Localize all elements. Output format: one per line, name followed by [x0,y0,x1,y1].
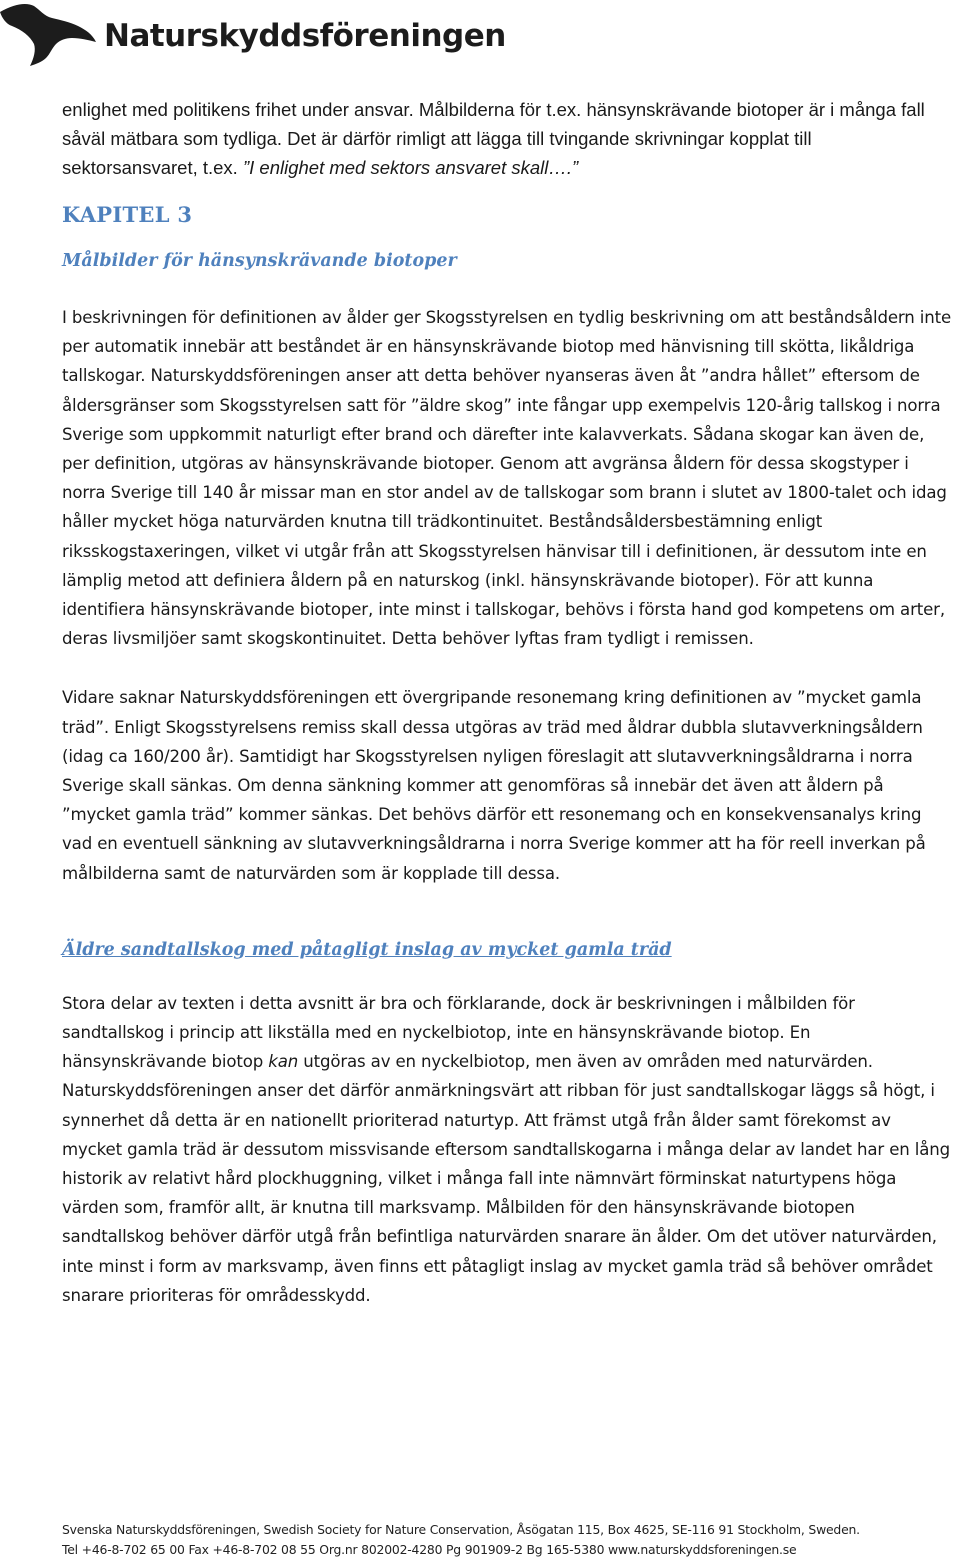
intro-paragraph [62,95,952,182]
bird-icon [0,0,100,72]
section-text: Stora delar av texten i detta avsnitt är bra och förklarande, dock är beskrivningen i målbilden för sandtallskog i princip att likställa med en nyckelbiotop, inte en hänsynskrävande biotop. En hänsynskrävande biotop [62,993,855,1072]
section-title: Äldre sandtallskog med påtagligt inslag av mycket gamla träd [62,939,672,960]
intro-quote: ”I enlighet med sektors ansvaret skall….” [242,157,579,178]
emphasis-word: kan [268,1052,299,1072]
chapter-title: KAPITEL 3 [62,202,193,227]
page-footer [62,1520,942,1560]
document-body [62,95,952,1310]
brand-name: Naturskyddsföreningen [104,18,506,54]
body-paragraph: I beskrivningen för definitionen av ålder ger Skogsstyrelsen en tydlig beskrivning om att beståndsåldern inte per automatik innebär att beståndet är en hänsynskrävande biotop med hänvisning till skötta, likåldriga tallskogar. Naturskyddsföreningen anser att detta behöver nyanseras även åt ”andra hållet” eftersom de åldersgränser som Skogsstyrelsen satt för ”äldre skog” inte fångar upp exempelvis 120-årig tallskog i norra Sverige som uppkommit naturligt efter brand och därefter inte kalavverkats. Sådana skogar kan även de, per definition, utgöras av hänsynskrävande biotoper. Genom att avgränsa åldern för dessa skogstyper i norra Sverige till 140 år missar man en stor andel av de tallskogar som brann i slutet av 1800-talet och idag håller mycket höga naturvärden knutna till trädkontinuitet. Beståndsåldersbestämning enligt riksskogstaxeringen, vilket vi utgår från att Skogsstyrelsen hänvisar till i definitionen, är dessutom inte en lämplig metod att definiera åldern på en naturskog (inkl. hänsynskrävande biotoper). För att kunna identifiera hänsynskrävande biotoper, inte minst i tallskogar, behövs i första hand god kompetens om arter, deras livsmiljöer samt skogskontinuitet. Detta behöver lyftas fram tydligt i remissen. [62,308,952,649]
footer-contact: Tel +46-8-702 65 00 Fax +46-8-702 08 55 Org.nr 802002-4280 Pg 901909-2 Bg 165-5380 www.naturskyddsforeningen.se [62,1542,797,1557]
section-paragraph [62,989,952,1310]
footer-address: Svenska Naturskyddsföreningen, Swedish Society for Nature Conservation, Åsögatan 115, Box 4625, SE-116 91 Stockholm, Sweden. [62,1522,860,1537]
section-text: utgöras av en nyckelbiotop, men även av områden med naturvärden. Naturskyddsföreningen anser det därför anmärkningsvärt att ribban för just sandtallskogar läggs så högt, i synnerhet då detta är en nationellt prioriterad naturtyp. Att främst utgå från ålder samt förekomst av mycket gamla träd är dessutom missvisande eftersom sandtallskogarna i många delar av landet har en lång historik av relativt hård plockhuggning, vilket i många fall inte nämnvärt förminskat naturtypens höga värden som, framför allt, är knutna till marksvamp. Målbilden för den hänsynskrävande biotopen sandtallskog behöver därför utgå från befintliga naturvärden snarare än ålder. Om det utöver naturvärden, inte minst i form av marksvamp, även finns ett påtagligt inslag av mycket gamla träd så behöver området snarare prioriteras för områdesskydd. [62,1052,950,1305]
page-header [0,0,960,72]
chapter-subtitle: Målbilder för hänsynskrävande biotoper [62,251,457,271]
intro-text: enlighet med politikens frihet under ansvar. Målbilderna för t.ex. hänsynskrävande biotoper är i många fall såväl mätbara som tydliga. Det är därför rimligt att lägga till tvingande skrivningar kopplat till sektorsansvaret, t.ex. [62,99,925,178]
body-paragraph: Vidare saknar Naturskyddsföreningen ett övergripande resonemang kring definitionen av ”mycket gamla träd”. Enligt Skogsstyrelsens remiss skall dessa utgöras av träd med åldrar dubbla slutavverkningsåldern (idag ca 160/200 år). Samtidigt har Skogsstyrelsen nyligen föreslagit att slutavverkningsåldrarna i norra Sverige skall sänkas. Om denna sänkning kommer att genomföras så innebär det även att åldern på ”mycket gamla träd” kommer sänkas. Det behövs därför ett resonemang och en konsekvensanalys kring vad en eventuell sänkning av slutavverkningsåldrarna i norra Sverige kommer att ha för reell inverkan på målbilderna samt de naturvärden som är kopplade till dessa. [62,688,926,883]
